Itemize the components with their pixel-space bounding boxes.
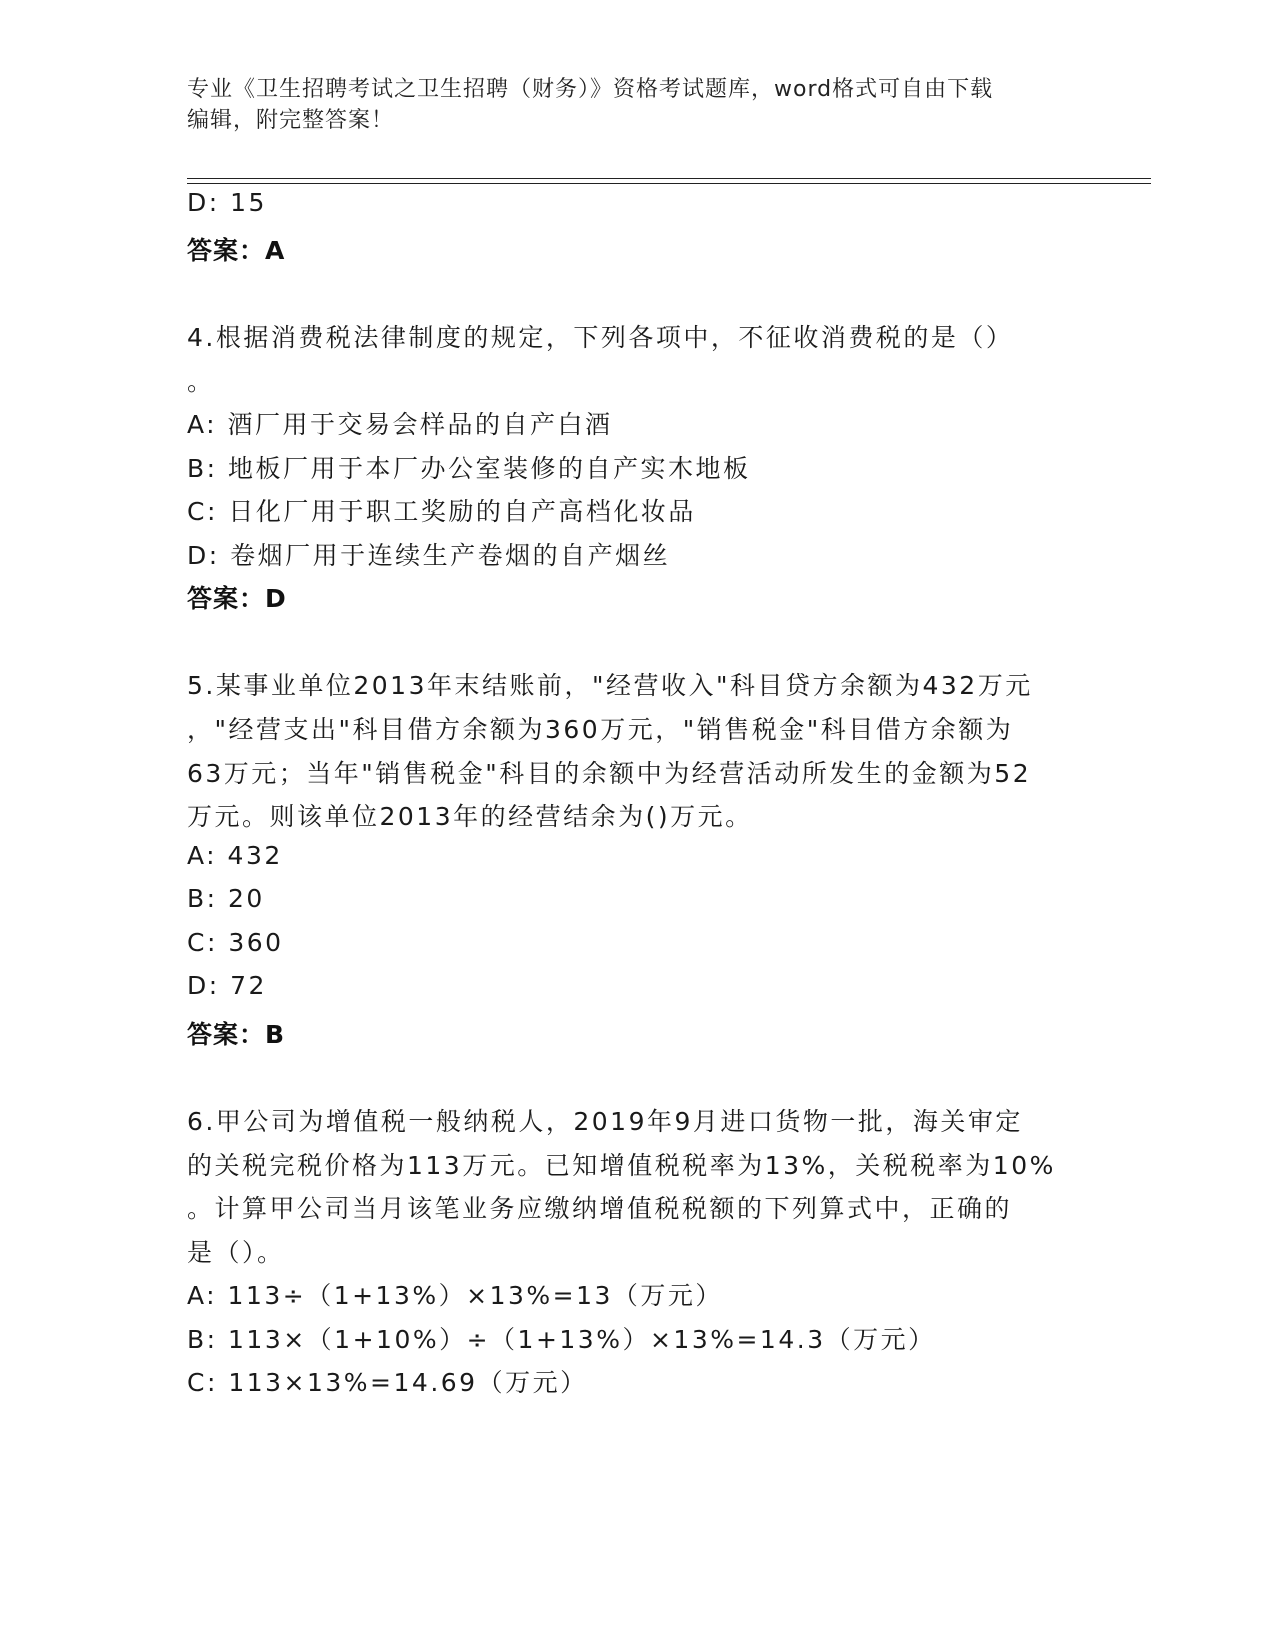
q4-option-a: A: 酒厂用于交易会样品的自产白酒 bbox=[187, 410, 613, 439]
q4-option-b: B: 地板厂用于本厂办公室装修的自产实木地板 bbox=[187, 454, 751, 483]
q5-answer: 答案：B bbox=[187, 1020, 286, 1049]
q5-stem-line-1: 5.某事业单位2013年末结账前，"经营收入"科目贷方余额为432万元 bbox=[187, 671, 1033, 700]
q6-stem-line-2: 的关税完税价格为113万元。已知增值税税率为13%，关税税率为10% bbox=[187, 1151, 1056, 1180]
q6-option-c: C: 113×13%=14.69（万元） bbox=[187, 1368, 588, 1397]
q5-stem-line-4: 万元。则该单位2013年的经营结余为()万元。 bbox=[187, 802, 753, 831]
q4-option-c: C: 日化厂用于职工奖励的自产高档化妆品 bbox=[187, 497, 696, 526]
q6-option-b: B: 113×（1+10%）÷（1+13%）×13%=14.3（万元） bbox=[187, 1325, 936, 1354]
q5-option-c: C: 360 bbox=[187, 928, 284, 957]
q4-stem-line-1: 4.根据消费税法律制度的规定，下列各项中，不征收消费税的是（） bbox=[187, 323, 1014, 352]
q5-option-d: D: 72 bbox=[187, 971, 267, 1000]
q4-answer: 答案：D bbox=[187, 584, 287, 613]
q6-stem-line-4: 是（）。 bbox=[187, 1238, 285, 1267]
q4-stem-line-2: 。 bbox=[187, 367, 215, 396]
header-divider-bottom bbox=[187, 183, 1151, 184]
q6-stem-line-1: 6.甲公司为增值税一般纳税人，2019年9月进口货物一批，海关审定 bbox=[187, 1107, 1023, 1136]
q5-stem-line-3: 63万元；当年"销售税金"科目的余额中为经营活动所发生的金额为52 bbox=[187, 759, 1032, 788]
q5-option-b: B: 20 bbox=[187, 884, 265, 913]
q6-option-a: A: 113÷（1+13%）×13%=13（万元） bbox=[187, 1281, 723, 1310]
header-divider-top bbox=[187, 178, 1151, 179]
prev-option-d: D: 15 bbox=[187, 188, 267, 217]
header-line-1: 专业《卫生招聘考试之卫生招聘（财务）》资格考试题库，word格式可自由下载 bbox=[187, 77, 994, 102]
prev-answer: 答案：A bbox=[187, 236, 286, 265]
q5-option-a: A: 432 bbox=[187, 841, 283, 870]
q5-stem-line-2: ，"经营支出"科目借方余额为360万元，"销售税金"科目借方余额为 bbox=[187, 715, 1014, 744]
header-line-2: 编辑，附完整答案！ bbox=[187, 108, 395, 133]
q4-option-d: D: 卷烟厂用于连续生产卷烟的自产烟丝 bbox=[187, 541, 671, 570]
document-header bbox=[187, 74, 1087, 136]
q6-stem-line-3: 。计算甲公司当月该笔业务应缴纳增值税税额的下列算式中，正确的 bbox=[187, 1194, 1013, 1223]
